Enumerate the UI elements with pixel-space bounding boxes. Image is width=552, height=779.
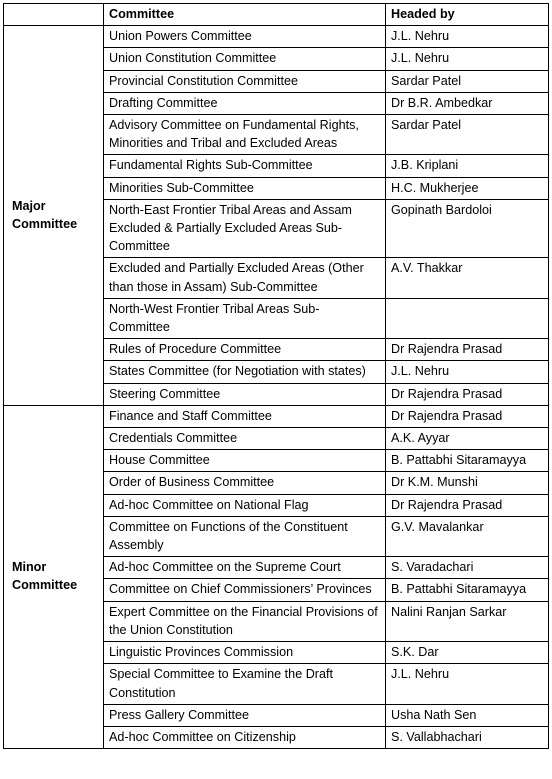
committees-table (3, 3, 549, 749)
headed-by-cell: Sardar Patel (386, 115, 549, 155)
headed-by-cell: B. Pattabhi Sitaramayya (386, 579, 549, 601)
committee-name-cell: Ad-hoc Committee on Citizenship (104, 726, 386, 748)
committee-name-cell: Drafting Committee (104, 92, 386, 114)
committee-name-cell: Press Gallery Committee (104, 704, 386, 726)
committee-name-cell: Steering Committee (104, 383, 386, 405)
headed-by-cell: Dr Rajendra Prasad (386, 383, 549, 405)
committee-name-cell: Advisory Committee on Fundamental Rights, Minorities and Tribal and Excluded Areas (104, 115, 386, 155)
headed-by-cell: J.L. Nehru (386, 48, 549, 70)
committee-name-cell: Union Constitution Committee (104, 48, 386, 70)
committee-name-cell: Rules of Procedure Committee (104, 339, 386, 361)
committee-name-cell: Ad-hoc Committee on the Supreme Court (104, 557, 386, 579)
committee-name-cell: Committee on Chief Commissioners’ Provinces (104, 579, 386, 601)
table-row (4, 405, 549, 427)
headed-by-cell: Dr Rajendra Prasad (386, 339, 549, 361)
committee-name-cell: Fundamental Rights Sub-Committee (104, 155, 386, 177)
headed-by-cell: Nalini Ranjan Sarkar (386, 601, 549, 641)
committee-name-cell: Excluded and Partially Excluded Areas (Other than those in Assam) Sub-Committee (104, 258, 386, 298)
group-label-line: Major (12, 198, 46, 213)
group-label-cell (4, 26, 104, 406)
headed-by-cell: Dr K.M. Munshi (386, 472, 549, 494)
headed-by-cell: A.V. Thakkar (386, 258, 549, 298)
committee-name-cell: House Committee (104, 450, 386, 472)
committee-name-cell: Provincial Constitution Committee (104, 70, 386, 92)
headed-by-cell: Usha Nath Sen (386, 704, 549, 726)
headed-by-cell: H.C. Mukherjee (386, 177, 549, 199)
committee-name-cell: Ad-hoc Committee on National Flag (104, 494, 386, 516)
group-label-line: Minor (12, 560, 47, 575)
headed-by-cell: Gopinath Bardoloi (386, 199, 549, 258)
committee-name-cell: North-West Frontier Tribal Areas Sub-Committee (104, 298, 386, 338)
headed-by-cell: Dr Rajendra Prasad (386, 494, 549, 516)
headed-by-cell: J.L. Nehru (386, 664, 549, 704)
headed-by-cell: S. Vallabhachari (386, 726, 549, 748)
table-row (4, 26, 549, 48)
headed-by-cell: Dr B.R. Ambedkar (386, 92, 549, 114)
headed-by-cell (386, 298, 549, 338)
committee-name-cell: Committee on Functions of the Constituent Assembly (104, 516, 386, 556)
headed-by-cell: S.K. Dar (386, 642, 549, 664)
committee-name-cell: Finance and Staff Committee (104, 405, 386, 427)
committee-name-cell: Special Committee to Examine the Draft Constitution (104, 664, 386, 704)
committee-name-cell: Minorities Sub-Committee (104, 177, 386, 199)
group-label-cell (4, 405, 104, 748)
headed-by-cell: A.K. Ayyar (386, 428, 549, 450)
committee-name-cell: Linguistic Provinces Commission (104, 642, 386, 664)
committee-name-cell: Union Powers Committee (104, 26, 386, 48)
headed-by-cell: Sardar Patel (386, 70, 549, 92)
group-label-line: Committee (12, 578, 78, 593)
header-blank-cell (4, 4, 104, 26)
group-label-line: Committee (12, 217, 78, 232)
committee-name-cell: Credentials Committee (104, 428, 386, 450)
committee-name-cell: North-East Frontier Tribal Areas and Assam Excluded & Partially Excluded Areas Sub-Committee (104, 199, 386, 258)
committee-name-cell: Expert Committee on the Financial Provisions of the Union Constitution (104, 601, 386, 641)
header-row (4, 4, 549, 26)
header-headed-by: Headed by (386, 4, 549, 26)
committee-name-cell: Order of Business Committee (104, 472, 386, 494)
headed-by-cell: J.L. Nehru (386, 26, 549, 48)
committee-name-cell: States Committee (for Negotiation with states) (104, 361, 386, 383)
headed-by-cell: J.B. Kriplani (386, 155, 549, 177)
headed-by-cell: G.V. Mavalankar (386, 516, 549, 556)
table-body (4, 26, 549, 749)
headed-by-cell: B. Pattabhi Sitaramayya (386, 450, 549, 472)
headed-by-cell: Dr Rajendra Prasad (386, 405, 549, 427)
header-committee: Committee (104, 4, 386, 26)
headed-by-cell: S. Varadachari (386, 557, 549, 579)
headed-by-cell: J.L. Nehru (386, 361, 549, 383)
